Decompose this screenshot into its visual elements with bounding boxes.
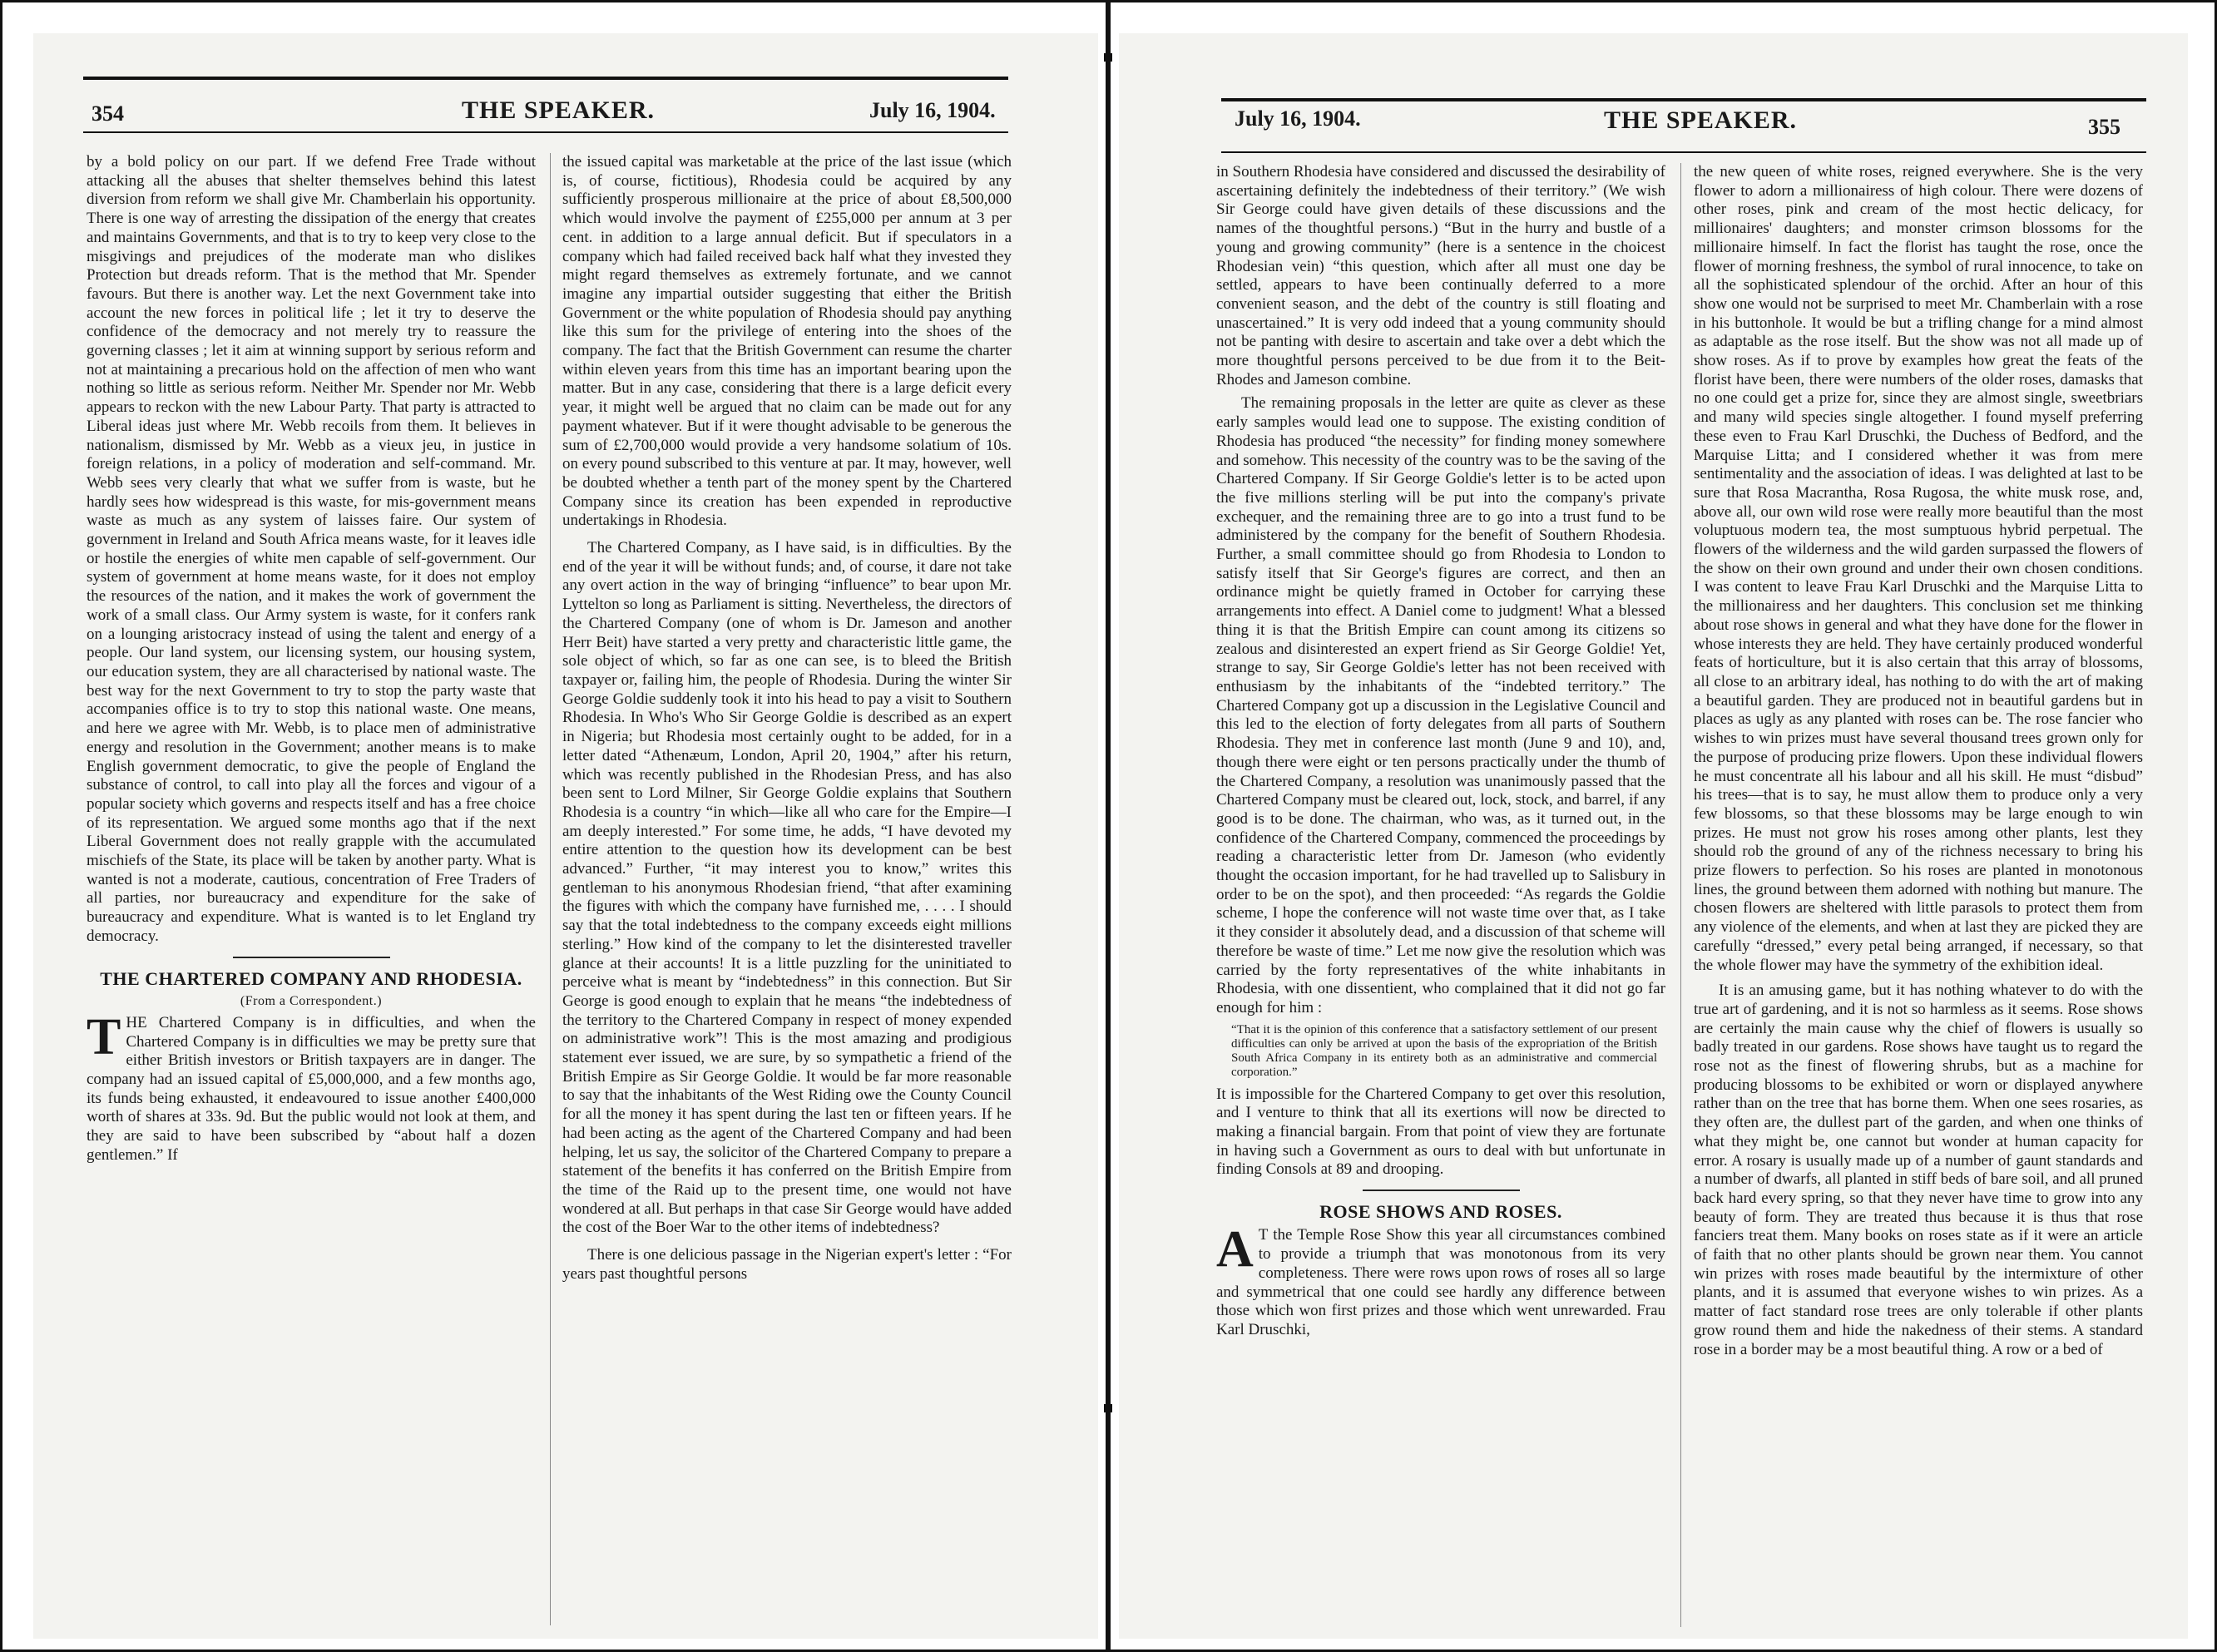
- right-column-2: [1694, 163, 2143, 1631]
- left-column-rule: [550, 153, 551, 1625]
- dropcap-a: A: [1216, 1221, 1254, 1279]
- right-header-rule-bottom: [1221, 151, 2146, 153]
- left-column-1: [87, 153, 536, 1630]
- paragraph-nigerian-expert: There is one delicious passage in the Nigerian expert's letter : “For years past thoughtful persons: [562, 1246, 1012, 1283]
- left-page-number: 354: [92, 101, 124, 126]
- right-column-rule: [1680, 163, 1681, 1627]
- left-header-rule-top: [83, 77, 1008, 80]
- section-divider-right: [1363, 1190, 1520, 1191]
- gutter-marker-bottom: [1104, 1404, 1112, 1412]
- right-page-date: July 16, 1904.: [1235, 106, 1361, 131]
- section-divider: [233, 957, 390, 958]
- right-column-1: [1216, 163, 1665, 1631]
- paragraph-queen-white-roses: the new queen of white roses, reigned everywhere. She is the very flower to adorn a millionairess of high colour. There were dozens of other roses, pink and cream of the most hectic delicacy, for millionaires' daughters; and monster crimson blossoms for the millionaire himself. In fact the florist has taught the rose, once the flower of morning freshness, the symbol of rural innocence, to take on all the sophisticated splendour of the orchid. After an hour of this show one would not be surprised to meet Mr. Chamberlain with a rose in his buttonhole. It would be but a trifling change for a mind almost as adaptable as the rose itself. But the show was not all made up of show roses. As if to prove by examples how great the feats of the florist have been, there were numbers of the older roses, damasks that no one could get a prize for, since they are almost single, sweetbriars and many wild species single altogether. I found myself preferring these even to Frau Karl Druschki, the Duchess of Bedford, and the Marquise Litta; and I considered whether it was from mere sentimentality and the association of ideas. I was delighted at last to be sure that Rosa Macrantha, Rosa Rugosa, the white musk rose, and, above all, our own wild rose were really more beautiful than the most voluptuous modern tea, the most sumptuous hybrid perpetual. The flowers of the wilderness and the wild garden surpassed the flowers of the show on their own ground and under their own chosen conditions. I was content to leave Frau Karl Druschki and the Marquise Litta to the millionairess and her daughters. This conclusion set me thinking about rose shows in general and what they have done for the flower in whose interests they are held. They have certainly produced wonderful feats of horticulture, but it is also certain that this array of blossoms, all close to an arbitrary ideal, has nothing to do with the art of making a beautiful garden. They are produced not in beautiful gardens but in places as ugly as any planted with roses can be. The rose fancier who wishes to win prizes must have several thousand trees grown only for the purpose of producing prize flowers. Upon these individual flowers he must concentrate all his labour and all his skill. He must “disbud” his trees—that is to say, he must allow them to produce only a very few blossoms, so that these blossoms may be large enough to win prizes. He must not grow his roses among other plants, lest they should rob the ground of any of the richness necessary to bring his prize flowers to perfection. So his roses are planted in monotonous lines, the ground between them adorned with nothing but manure. The chosen flowers are sheltered with little parasols to protect them from any violence of the elements, and when at last they are picked they are carefully “dressed,” every petal being arranged, if necessary, so that the whole flower may have the symmetry of the exhibition ideal.: [1694, 163, 2143, 974]
- article-title-roses: ROSE SHOWS AND ROSES.: [1319, 1201, 1562, 1223]
- paragraph-issued-capital: the issued capital was marketable at the price of the last issue (which is, of course, fictitious), Rhodesia could be acquired by any sufficiently prosperous millionaire at the price of about £8,500,000 which would involve the payment of £255,000 per annum at 3 per cent. in addition to a large annual deficit. But if speculators in a company which had failed received back half what they invested they might regard themselves as extremely fortunate, and we cannot imagine any impartial outsider suggesting that either the British Government or the white population of Rhodesia should pay anything like this sum for the privilege of entering into the shoes of the company. The fact that the British Government can resume the charter within eleven years from this time has an important bearing upon the matter. But in any case, considering that there is a large deficit every year, it might well be argued that no claim can be made out for any payment whatever. But if it were thought advisable to be generous the sum of £2,700,000 would provide a very handsome solatium of 10s. on every pound subscribed to this venture at par. It may, however, well be doubted whether a tenth part of the money spent by the Chartered Company since its creation has been expended in reproductive undertakings in Rhodesia.: [562, 153, 1012, 530]
- resolution-quote: “That it is the opinion of this conference that a satisfactory settlement of our present difficulties can only be arrived at upon the basis of the expropriation of the British South Africa Company in its entirety both as an administrative and commercial corporation.”: [1231, 1022, 1657, 1080]
- gutter-marker-top: [1104, 53, 1112, 62]
- right-page-number: 355: [2088, 115, 2121, 139]
- right-running-title: THE SPEAKER.: [1604, 106, 1798, 134]
- right-header-rule-top: [1221, 98, 2146, 101]
- article-byline: (From a Correspondent.): [240, 993, 383, 1008]
- article-title-chartered: THE CHARTERED COMPANY AND RHODESIA.: [100, 967, 522, 989]
- dropcap-t: T: [87, 1008, 121, 1066]
- paragraph-amusing-game: It is an amusing game, but it has nothing whatever to do with the true art of gardening, and it is not so harmless as it seems. Rose shows are certainly the main cause why the chief of flowers is usually so badly treated in our gardens. Rose shows have taught us to regard the rose not as the finest of flowering shrubs, but as a machine for producing blossoms to be exhibited or worn or displayed anywhere rather than on the tree that has borne them. When one sees rosaries, as they often are, the dullest part of the garden, and when one thinks of what they might be, one cannot but wonder at human capacity for error. A rosary is usually made up of a number of gaunt standards and a number of dwarfs, all planted in stiff beds of bare soil, and all pruned back hard every spring, so that they never have time to grow into any beauty of form. They are treated thus because it is thus that rose fanciers treat them. Many books on roses state as if it were an article of faith that no other plants should be grown near them. You cannot win prizes with roses made beautiful by the intermixture of other plants, and it is assumed that everyone wishes to win prizes. As a matter of fact standard rose trees are only tolerable if other plants grow round them and hide the nakedness of their stems. A standard rose in a border may be a most beautiful thing. A row or a bed of: [1694, 982, 2143, 1358]
- paragraph-southern-rhodesia: in Southern Rhodesia have considered and discussed the desirability of ascertaining definitely the indebtedness of their territory.” (We wish Sir George could have given details of these discussions and the names of the thoughtful persons.) “But in the hurry and bustle of a young and growing community” (here is a sentence in the choicest Rhodesian vein) “this question, which after all must one day be settled, appears to have been continually deferred to a more convenient season, and the debt of the country is still floating and unascertained.” It is very odd indeed that a young community should not be panting with desire to ascertain and take over a debt which the more thoughtful persons perceived to be due from it to the Beit-Rhodes and Jameson combine.: [1216, 163, 1665, 388]
- paragraph-temple-rose-show: T the Temple Rose Show this year all circumstances combined to provide a triumph that was monotonous from its very completeness. There were rows upon rows of roses all so large and symmetrical that one could see hardly any difference between those which won first prizes and those which went unrewarded. Frau Karl Druschki,: [1216, 1226, 1665, 1338]
- paragraph-company-difficulties: The Chartered Company, as I have said, is in difficulties. By the end of the year it will be without funds; and, of course, it dare not take any overt action in the way of bringing “influence” to bear upon Mr. Lyttelton so long as Parliament is sitting. Nevertheless, the directors of the Chartered Company (one of whom is Dr. Jameson and another Herr Beit) have started a very pretty and characteristic little game, the sole object of which, so far as one can see, is to bleed the British taxpayer or, failing him, the people of Rhodesia. During the winter Sir George Goldie suddenly took it into his head to pay a visit to Southern Rhodesia. In Who's Who Sir George Goldie is described as an expert in Nigeria; but Rhodesia most certainly ought to be added, for in a letter dated “Athenæum, London, April 20, 1904,” after his return, which was recently published in the Rhodesian Press, and has also been sent to Lord Milner, Sir George Goldie explains that Southern Rhodesia is a country “in which—like all who care for the Empire—I am deeply interested.” For some time, he adds, “I have devoted my entire attention to the question how its development can be best advanced.” Further, “it may interest you to know,” writes this gentleman to his anonymous Rhodesian friend, “that after examining the figures with which the company have furnished me, . . . . I should say that the total indebtedness to the company exceeds eight millions sterling.” How kind of the company to let the disinterested traveller glance at their accounts! It is a little puzzling for the uninitiated to perceive what is meant by “indebtedness” in this connection. But Sir George is good enough to explain that he means “the indebtedness of the territory to the Chartered Company in respect of money expended on administrative work”! This is the most amazing and prodigious statement ever issued, we are sure, by so sympathetic a friend of the British Empire as Sir George Goldie. It would be far more reasonable to say that the inhabitants of the West Riding owe the County Council for all the money it has spent during the last ten or fifteen years. If he had been acting as the agent of the Chartered Company and had been helping, let us say, the solicitor of the Chartered Company to prepare a statement of the benefits it has conferred on the British Empire from the time of the Raid up to the present time, one would not have wondered at all. But perhaps in that case Sir George would have added the cost of the Boer War to the other items of indebtedness?: [562, 539, 1012, 1237]
- left-running-title: THE SPEAKER.: [462, 96, 656, 124]
- left-column-2: [562, 153, 1012, 1630]
- paragraph-free-trade: by a bold policy on our part. If we defend Free Trade without attacking all the abuses that shelter themselves behind this latest diversion from reform we shall give Mr. Chamberlain his opportunity. There is one way of arresting the dissipation of the energy that creates and maintains Governments, and that is to try to keep very close to the misgivings and prejudices of the moderate man who dislikes Protection but dreads reform. That is the method that Mr. Spender favours. But there is another way. Let the next Government take into account the new forces in political life ; let it try to deserve the confidence of the democracy and not merely try to reassure the governing classes ; let it aim at winning support by serious reform and not at maintaining a precarious hold on the affection of men who want nothing so little as serious reform. Neither Mr. Spender nor Mr. Webb appears to reckon with the new Labour Party. That party is attracted to Liberal ideas just where Mr. Webb recoils from them. It believes in nationalism, dismissed by Mr. Webb as a vieux jeu, in justice in foreign relations, in a policy of moderation and self-command. Mr. Webb sees very clearly that what we suffer from is waste, but he hardly sees how widespread is this waste, for mis-government means waste as much as any system of laisses faire. Our system of government in Ireland and South Africa means waste, for it leaves idle or hostile the energies of white men capable of self-government. Our system of government at home means waste, for it does not employ the resources of the nation, and it makes the work of government the work of a small class. Our Army system is waste, for it confers rank on a lounging aristocracy instead of using the talent and energy of a people. Our land system, our licensing system, our housing system, our education system, they are all characterised by national waste. The best way for the next Government to try to stop the party waste that accompanies office is to try to stop this national waste. One means, and here we agree with Mr. Webb, is to place men of administrative energy and resolution in the Government; another means is to make English government democratic, to give the people of England the substance of control, to call into play all the forces and vigour of a popular society which governs and respects itself and has a free choice of its representation. We argued some months ago that if the next Liberal Government does not really grapple with the accumulated mischiefs of the State, its place will be taken by another party. What is wanted is not a moderate, cautious, concentration of Free Traders of all parties, nor bureaucracy and expenditure for the sake of bureaucracy and expenditure. What is wanted is to let England try democracy.: [87, 153, 536, 945]
- left-border: [0, 0, 2, 1652]
- left-header-rule-bottom: [83, 131, 1008, 133]
- left-page-date: July 16, 1904.: [869, 98, 996, 122]
- paragraph-remaining-proposals: The remaining proposals in the letter are quite as clever as these early samples would lead one to suppose. The existing condition of Rhodesia has produced “the necessity” for finding money somewhere and somehow. This necessity of the country was to be the saving of the Chartered Company. If Sir George Goldie's letter is to be acted upon the five millions sterling will be put into the company's private exchequer, and the remaining three are to go into a trust fund to be administered by the company for the benefit of Southern Rhodesia. Further, a small committee should go from Rhodesia to London to satisfy itself that Sir George's figures are correct, and then an ordinance might be quietly framed in October for carrying these arrangements into effect. A Daniel come to judgment! What a blessed thing it is that the British Empire can count among its citizens so zealous and disinterested an expert friend as Sir George Goldie! Yet, strange to say, Sir George Goldie's letter has not been received with enthusiasm by the inhabitants of the “indebted territory.” The Chartered Company got up a discussion in the Legislative Council and this led to the election of forty delegates from all parts of Southern Rhodesia. They met in conference last month (June 9 and 10), and, though there were eight or ten persons practically under the thumb of the Chartered Company, a resolution was unanimously passed that the Chartered Company must be cleared out, lock, stock, and barrel, if any good is to be done. The chairman, who was, as it turned out, in the confidence of the Chartered Company, commenced the proceedings by reading a characteristic letter from Dr. Jameson (who evidently thought the occasion important, for he had travelled up to Salisbury in order to be on the spot), and then proceeded: “As regards the Goldie scheme, I hope the conference will not waste time over that, as I take it they consider it absolutely dead, and a discussion of that scheme will therefore be waste of time.” Let me now give the resolution which was carried by the forty representatives of the white inhabitants in Rhodesia, with one dissentient, who complained that it did not go far enough for him :: [1216, 394, 1665, 1016]
- paragraph-impossible: It is impossible for the Chartered Company to get over this resolution, and I venture to think that all its exertions will now be directed to making a financial bargain. From that point of view they are fortunate in having such a Government as ours to deal with but unfortunate in finding Consols at 89 and drooping.: [1216, 1085, 1665, 1179]
- paragraph-chartered-intro: HE Chartered Company is in difficulties, and when the Chartered Company is in difficulties we may be pretty sure that either British investors or British taxpayers are in danger. The company had an issued capital of £5,000,000, and a few months ago, its funds being exhausted, it endeavoured to issue another £400,000 worth of shares at 33s. 9d. But the public would not look at them, and they are said to have been subscribed by “about half a dozen gentlemen.” If: [87, 1013, 536, 1164]
